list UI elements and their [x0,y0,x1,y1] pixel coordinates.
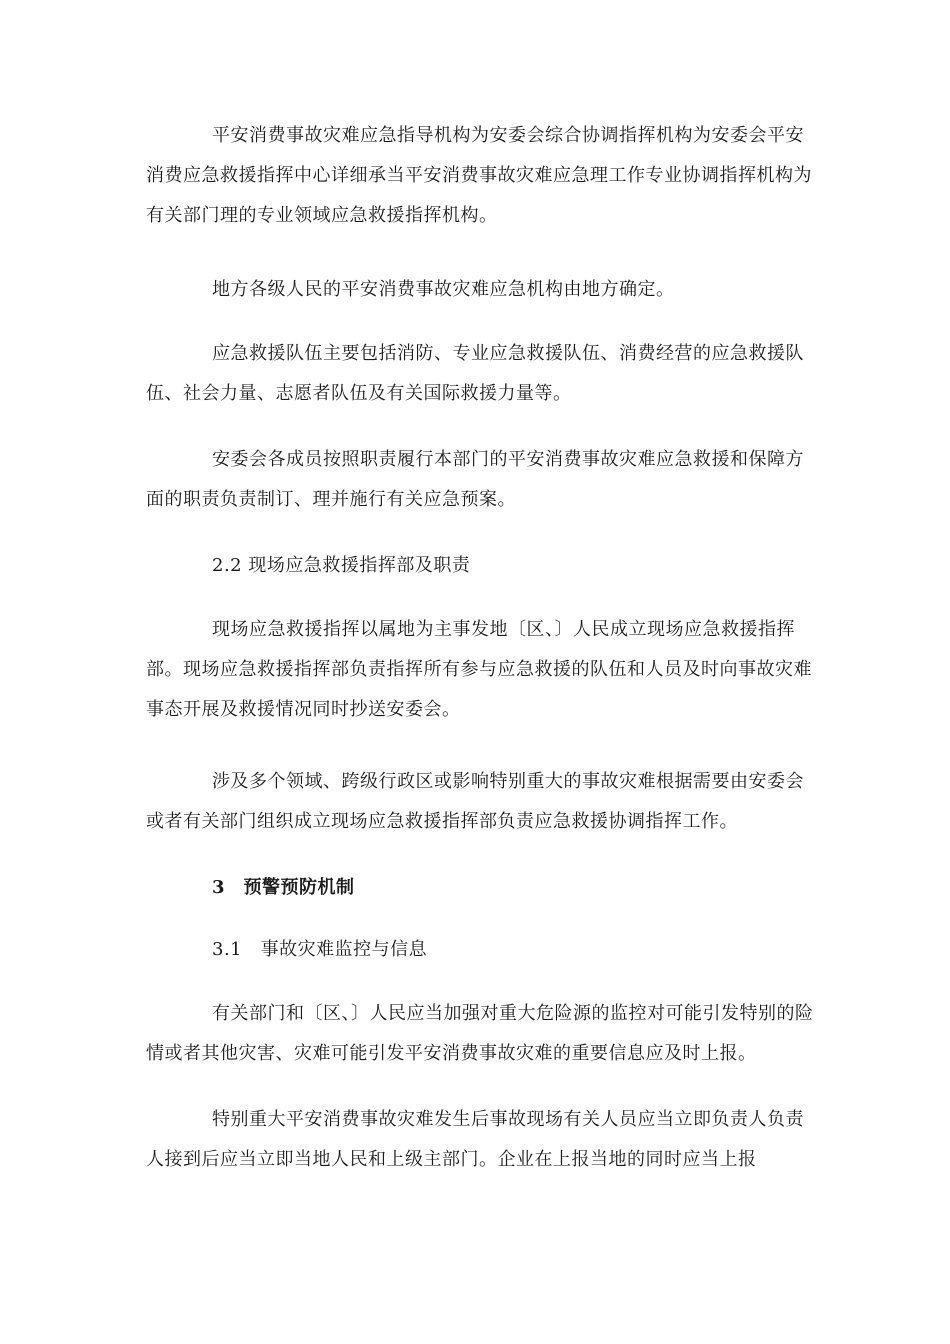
section-heading-3: 3 预警预防机制 [212,877,355,898]
paragraph-cross-region: 涉及多个领域、跨级行政区或影响特别重大的事故灾难根据需要由安委会或者有关部门组织成立现场应急救援指挥部负责应急救援协调指挥工作。 [146,771,804,832]
paragraph-member-duties: 安委会各成员按照职责履行本部门的平安消费事故灾难应急救援和保障方面的职责负责制订、理并施行有关应急预案。 [146,449,804,510]
paragraph-monitoring: 有关部门和〔区、〕人民应当加强对重大危险源的监控对可能引发特别的险情或者其他灾害、灾难可能引发平安消费事故灾难的重要信息应及时上报。 [146,1003,814,1064]
paragraph-reporting: 特别重大平安消费事故灾难发生后事故现场有关人员应当立即负责人负责人接到后应当立即当地人民和上级主部门。企业在上报当地的同时应当上报 [146,1109,804,1170]
paragraph-local-agencies: 地方各级人民的平安消费事故灾难应急机构由地方确定。 [212,279,675,300]
paragraph-rescue-teams: 应急救援队伍主要包括消防、专业应急救援队伍、消费经营的应急救援队伍、社会力量、志愿者队伍及有关国际救援力量等。 [146,343,804,404]
paragraph-command-structure: 平安消费事故灾难应急指导机构为安委会综合协调指挥机构为安委会平安消费应急救援指挥中心详细承当平安消费事故灾难应急理工作专业协调指挥机构为有关部门理的专业领域应急救援指挥机构。 [146,125,812,226]
paragraph-onsite-command: 现场应急救援指挥以属地为主事发地〔区、〕人民成立现场应急救援指挥部。现场应急救援指挥部负责指挥所有参与应急救援的队伍和人员及时向事故灾难事态开展及救援情况同时抄送安委会。 [146,619,812,720]
section-heading-2-2: 2.2 现场应急救援指挥部及职责 [212,555,471,576]
section-heading-3-1: 3.1 事故灾难监控与信息 [212,939,428,960]
